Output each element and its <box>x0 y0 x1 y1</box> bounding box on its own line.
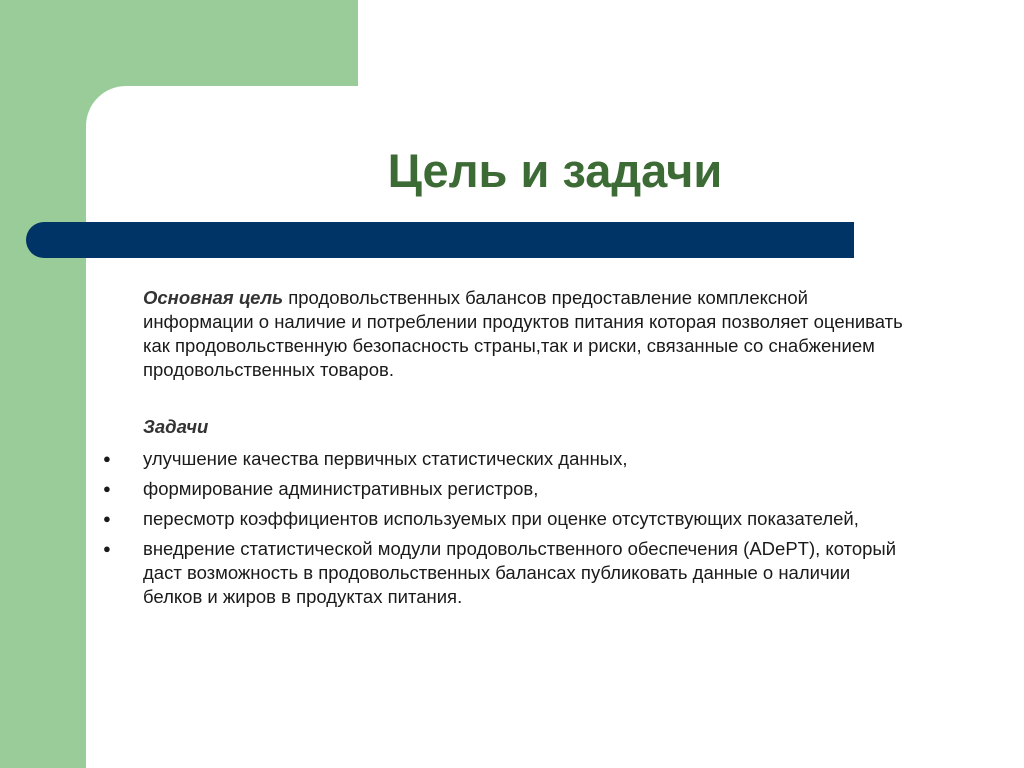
task-text: формирование административных регистров, <box>143 478 539 499</box>
list-item <box>103 507 903 531</box>
slide-title: Цель и задачи <box>387 144 723 197</box>
bullet-icon: ● <box>103 541 111 556</box>
slide-body <box>103 286 903 615</box>
list-item <box>103 447 903 471</box>
goal-text: продовольственных балансов предоставление комплексной информации о наличие и потреблении продуктов питания которая позволяет оценивать как продовольственную безопасность страны,так и риски, связанные со снабжением продовольственных товаров. <box>143 287 903 380</box>
goal-paragraph <box>143 286 903 382</box>
bullet-icon: ● <box>103 481 111 496</box>
bullet-icon: ● <box>103 451 111 466</box>
task-text: внедрение статистической модули продовольственного обеспечения (ADePT), который даст возможность в продовольственных балансах публиковать данные о наличии белков и жиров в продуктах питания. <box>143 538 897 607</box>
tasks-heading: Задачи <box>143 416 209 437</box>
bullet-icon: ● <box>103 511 111 526</box>
task-list <box>103 447 903 609</box>
list-item <box>103 477 903 501</box>
title-underline-bar <box>26 222 854 258</box>
task-text: улучшение качества первичных статистических данных, <box>143 448 628 469</box>
goal-label: Основная цель <box>143 287 284 308</box>
task-text: пересмотр коэффициентов используемых при оценке отсутствующих показателей, <box>143 508 859 529</box>
list-item <box>103 537 903 609</box>
